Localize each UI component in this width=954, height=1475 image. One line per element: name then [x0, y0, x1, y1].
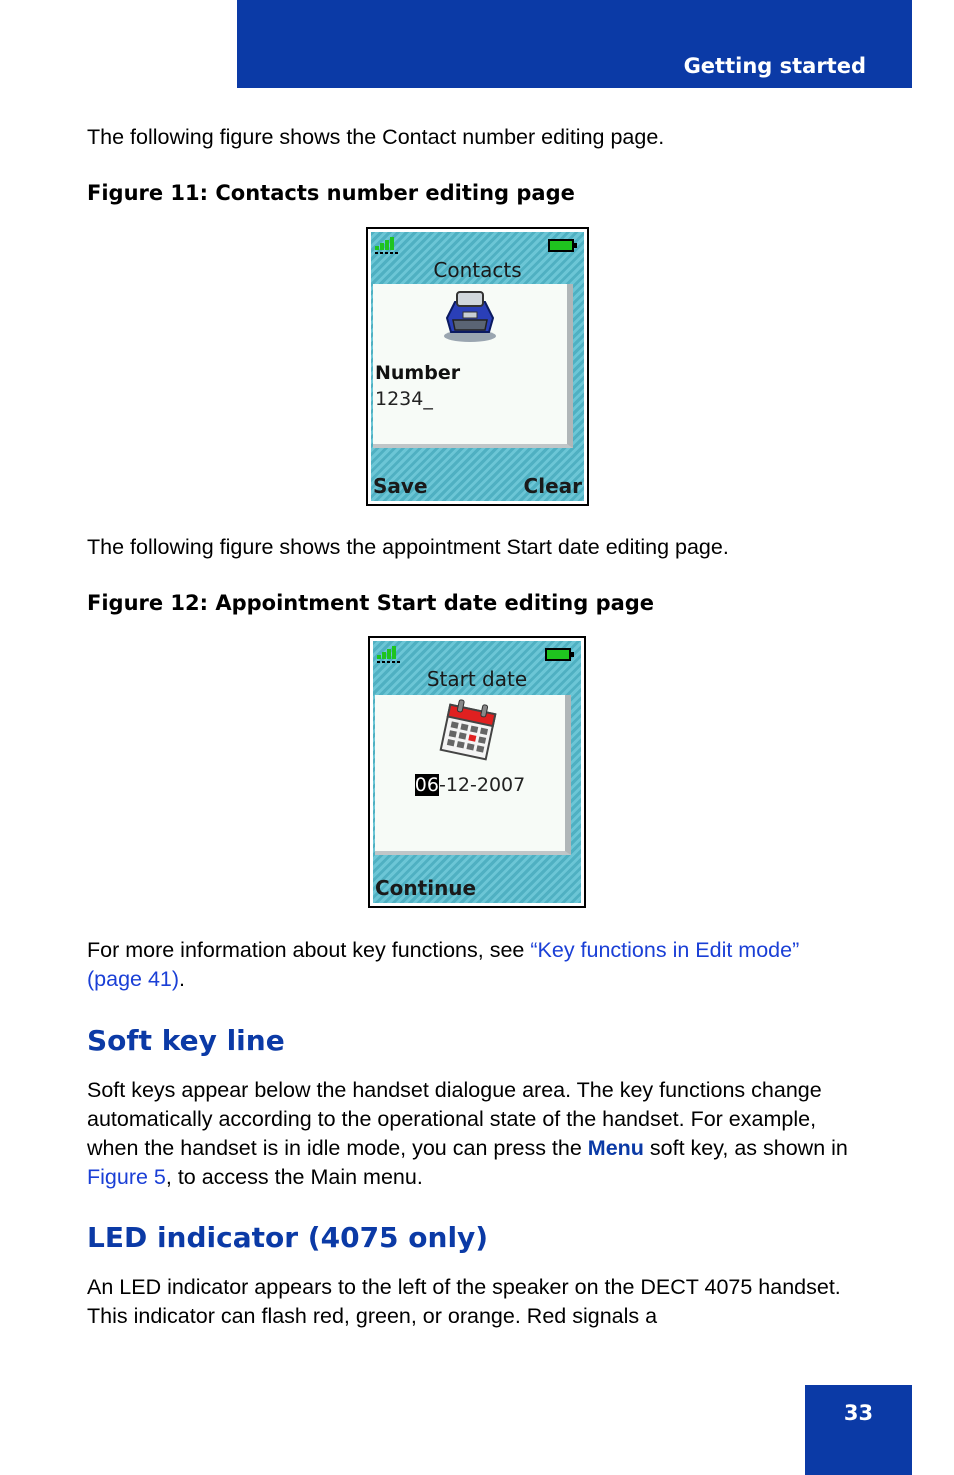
number-label: Number — [375, 362, 461, 384]
battery-icon — [545, 648, 571, 661]
signal-icon — [377, 645, 403, 663]
figure-11-caption: Figure 11: Contacts number editing page — [87, 181, 575, 205]
screen-title: Start date — [426, 667, 528, 691]
signal-icon — [375, 236, 401, 254]
intro-paragraph-2: The following figure shows the appointment Start date editing page. — [87, 535, 729, 559]
clear-softkey[interactable]: Clear — [523, 474, 582, 498]
header-bar — [237, 0, 912, 88]
key-functions-link[interactable]: “Key functions in Edit mode” (page 41) — [87, 938, 800, 991]
figure-5-link[interactable]: Figure 5 — [87, 1165, 166, 1189]
contact-phone-icon — [439, 288, 501, 344]
more-info-end: . — [179, 967, 186, 991]
battery-icon — [548, 239, 574, 252]
figure-12-screen — [368, 636, 586, 908]
dialogue-area — [375, 695, 571, 855]
figure-11-screen — [366, 227, 589, 506]
date-remainder: -12-2007 — [438, 774, 526, 796]
calendar-icon — [435, 699, 501, 765]
menu-keyword: Menu — [587, 1136, 644, 1160]
soft-key-text-3: , to access the Main menu. — [165, 1165, 423, 1189]
page-number: 33 — [843, 1401, 874, 1425]
page-number-box — [805, 1385, 912, 1475]
soft-key-text-1: Soft keys appear below the handset dialogue area. The key functions change automatically according to the operational state of the handset. For example, when the handset is in idle mode, you can press the — [87, 1078, 822, 1160]
soft-key-line-heading: Soft key line — [87, 1024, 285, 1057]
soft-key-text-2: soft key, as shown in — [643, 1136, 848, 1160]
figure-12-caption: Figure 12: Appointment Start date editing page — [87, 591, 655, 615]
number-input[interactable]: 1234_ — [375, 388, 433, 410]
soft-key-line-paragraph — [87, 1076, 872, 1192]
start-date-input[interactable] — [375, 774, 565, 796]
save-softkey[interactable]: Save — [373, 474, 428, 498]
intro-paragraph-1: The following figure shows the Contact number editing page. — [87, 125, 665, 149]
continue-softkey[interactable]: Continue — [375, 876, 477, 900]
led-indicator-heading: LED indicator (4075 only) — [87, 1221, 489, 1254]
more-info-paragraph — [87, 936, 847, 994]
dialogue-area — [373, 284, 573, 448]
section-title: Getting started — [683, 54, 866, 78]
screen-title: Contacts — [433, 258, 522, 282]
more-info-text: For more information about key functions, see — [87, 938, 531, 962]
date-day-selected: 06 — [414, 774, 439, 796]
led-paragraph: An LED indicator appears to the left of the speaker on the DECT 4075 handset. This indicator can flash red, green, or orange. Red signals a — [87, 1275, 841, 1328]
